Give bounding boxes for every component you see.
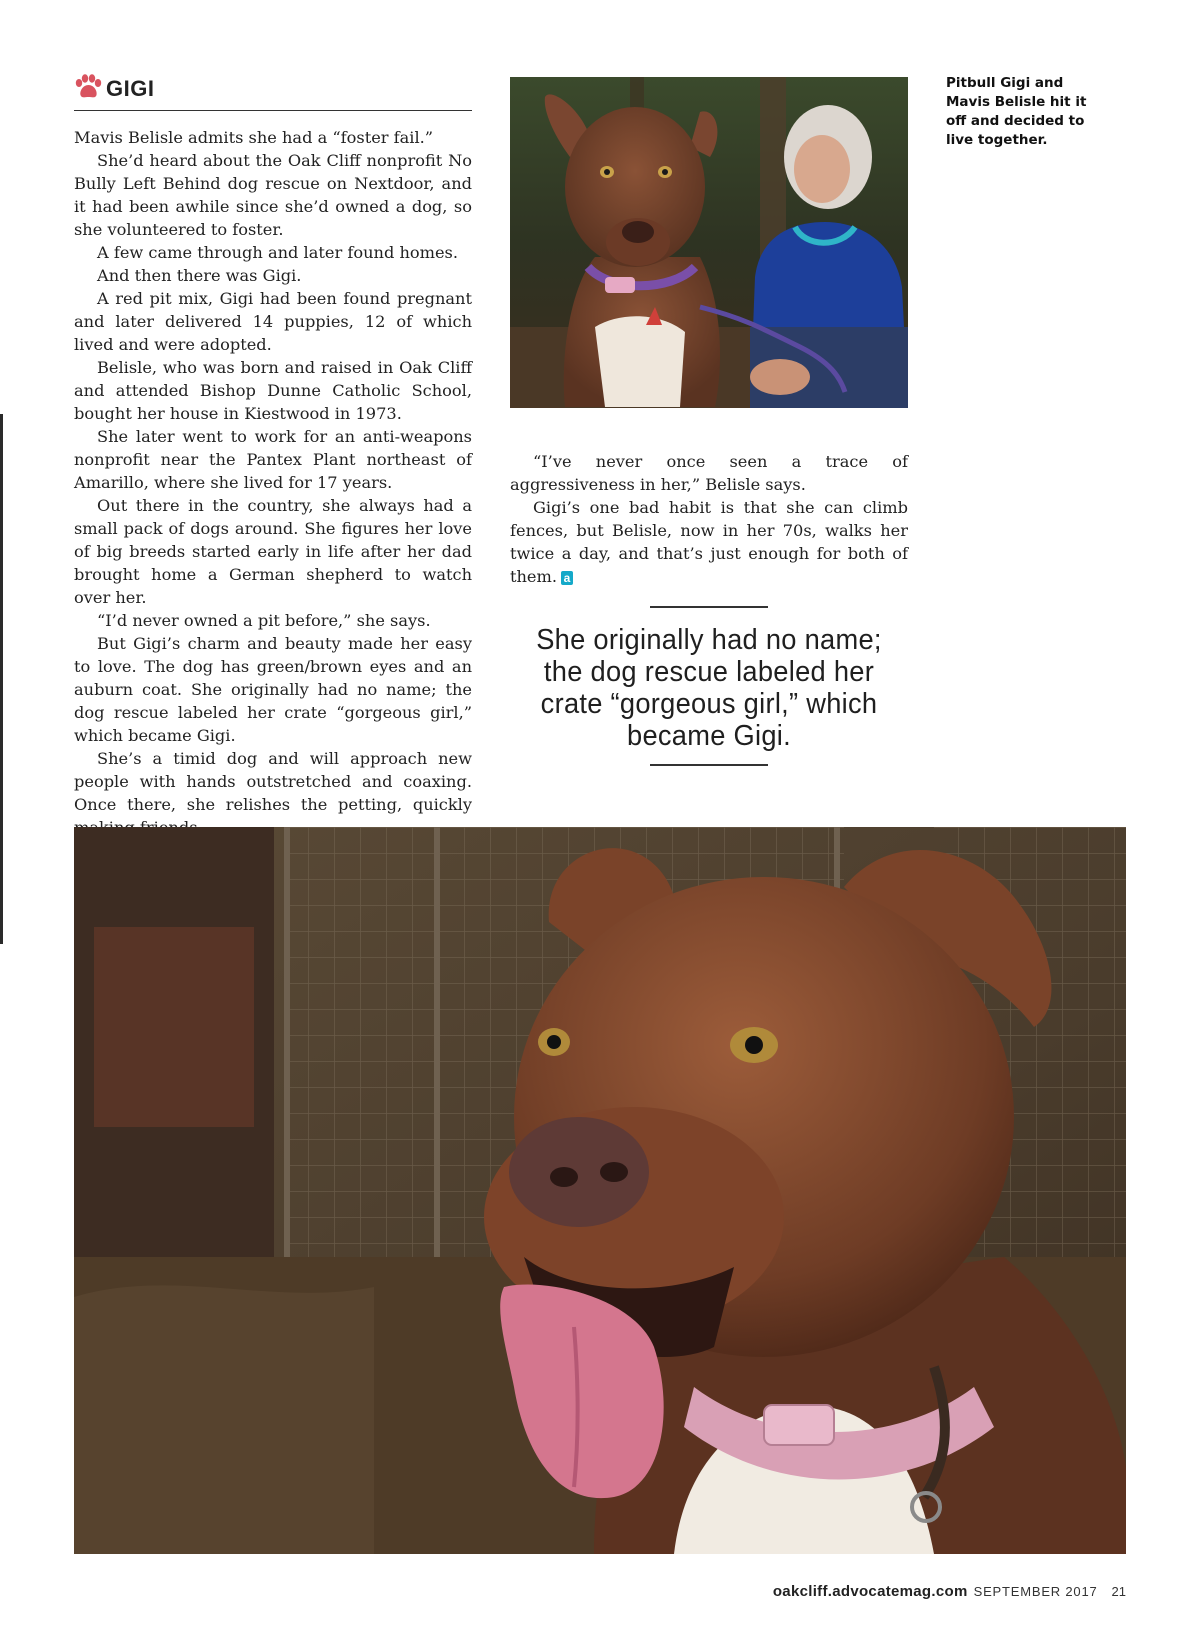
paragraph: A few came through and later found homes. (97, 243, 459, 262)
paragraph: Out there in the country, she always had a small pack of dogs around. She figures her love of big breeds started early in life after her dad brought home a German shepherd to watch over her. (74, 496, 472, 607)
paragraph: She’s a timid dog and will approach new people with hands outstretched and coaxing. Once there, she relishes the petting, quickly (74, 749, 472, 814)
section-header (74, 72, 472, 111)
photo-gigi-and-belisle-image (510, 77, 908, 408)
paragraph: A red pit mix, Gigi had been found pregnant and later delivered 14 puppies, 12 of which lived and were adopted. (74, 289, 472, 354)
paragraph: “I’ve never once seen a trace of aggressiveness in her,” Belisle says. (510, 452, 908, 494)
photo-gigi-closeup (74, 827, 1126, 1554)
footer-page-number: 21 (1111, 1584, 1126, 1599)
paragraph (510, 496, 908, 588)
paragraph: She’d heard about the Oak Cliff nonprofit No Bully Left Behind dog rescue on Nextdoor, and it had been awhile since she’d owned a dog, so she volunteered to foster. (74, 151, 472, 239)
paragraph: Belisle, who was born and raised in Oak Cliff and attended Bishop Dunne Catholic School, bought her house in Kiestwood in 1973. (74, 358, 472, 423)
paragraph: But Gigi’s charm and beauty made her easy to love. The dog has green/brown eyes and an auburn coat. She originally had no name; the dog rescue labeled her crate “gorgeous girl,” which became Gigi. (74, 634, 472, 745)
page-footer (773, 1583, 1126, 1600)
paragraph: And then there was Gigi. (97, 266, 302, 285)
pull-quote: She originally had no name; the dog rescue labeled her crate “gorgeous girl,” which became Gigi. (536, 624, 882, 752)
footer-site: oakcliff.advocatemag.com (772, 1583, 968, 1600)
end-mark-icon: a (561, 571, 573, 585)
pull-quote-bottom-rule (650, 764, 768, 766)
article-body-middle (510, 450, 908, 588)
paragraph: “I’d never owned a pit before,” she says. (97, 611, 431, 630)
paw-icon (74, 74, 102, 100)
photo-caption: Pitbull Gigi and Mavis Belisle hit it off and decided to live together. (946, 75, 1087, 148)
article-body-left (74, 126, 472, 839)
paragraph: She later went to work for an anti-weapons nonprofit near the Pantex Plant northeast of Amarillo, where she lived for 17 years. (74, 427, 472, 492)
paragraph: Mavis Belisle admits she had a “foster fail.” (74, 128, 434, 147)
footer-issue: SEPTEMBER 2017 (973, 1584, 1098, 1599)
photo-gigi-and-belisle (510, 77, 908, 408)
page-edge-mark (0, 414, 3, 944)
section-title: GIGI (106, 76, 155, 101)
photo-gigi-closeup-image (74, 827, 1126, 1554)
pull-quote-top-rule (650, 606, 768, 608)
paragraph-text: Gigi’s one bad habit is that she can climb fences, but Belisle, now in her 70s, walks her twice a day, and that’s just enough for both of them. (510, 498, 908, 586)
